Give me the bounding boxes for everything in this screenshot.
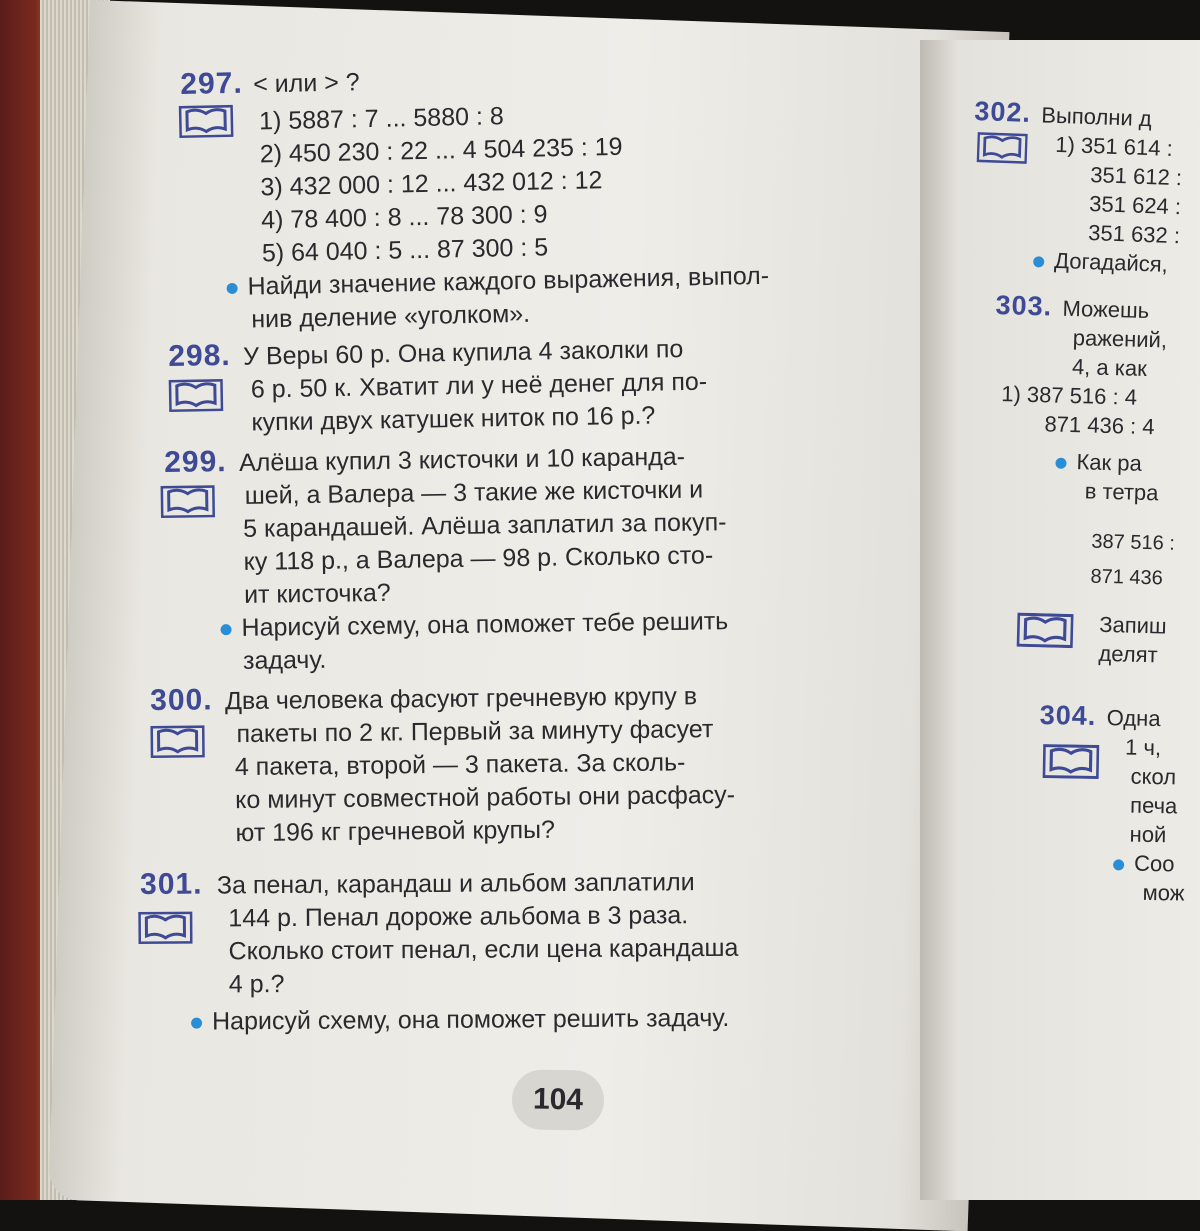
- problem-line: 5) 64 040 : 5 ... 87 300 : 5: [261, 233, 549, 268]
- problem-line: 1 ч,: [1124, 734, 1162, 761]
- problem-line: 871 436 : 4: [1044, 411, 1155, 440]
- book-icon: [161, 485, 215, 518]
- problem-line: ной: [1129, 821, 1167, 848]
- problem-line: 144 р. Пенал дороже альбома в 3 раза.: [228, 901, 689, 933]
- page-number: 104: [511, 1069, 604, 1131]
- problem-line: ко минут совместной работы они расфасу-: [235, 780, 736, 815]
- note-line: мож: [1142, 879, 1185, 906]
- note-line: Нарисуй схему, она поможет тебе решить: [220, 605, 728, 645]
- problem-number: 302.: [973, 96, 1032, 128]
- problem-line: Выполни д: [1040, 102, 1153, 132]
- problem-301: [140, 864, 739, 1039]
- problem-line: 871 436: [1090, 565, 1164, 590]
- problem-line: 4 пакета, второй — 3 пакета. За сколь-: [234, 748, 686, 782]
- problem-number: 303.: [995, 290, 1053, 322]
- problem-line: ражений,: [1072, 325, 1168, 353]
- book-icon: [977, 132, 1028, 164]
- bullet-icon: [1033, 256, 1044, 267]
- problem-line: ку 118 р., а Валера — 98 р. Сколько сто-: [243, 541, 714, 576]
- problem-302: [969, 96, 1185, 279]
- problem-line: Одна: [1106, 705, 1161, 732]
- problem-line: < или > ?: [252, 68, 360, 99]
- problem-line: 1) 5887 : 7 ... 5880 : 8: [258, 102, 504, 136]
- problem-299: [164, 438, 729, 679]
- bullet-icon: [227, 283, 238, 294]
- book-icon: [1017, 613, 1074, 648]
- book-icon: [1043, 744, 1100, 779]
- book-icon: [169, 379, 224, 412]
- problem-300: [150, 678, 736, 851]
- problem-line: 351 632 :: [1087, 220, 1181, 249]
- bullet-icon: [191, 1017, 202, 1028]
- problem-line: 1) 387 516 : 4: [1000, 381, 1138, 410]
- note-line: Соо: [1113, 848, 1185, 878]
- problem-line: 351 612 :: [1089, 162, 1183, 191]
- problem-line: 3) 432 000 : 12 ... 432 012 : 12: [260, 166, 603, 202]
- problem-line: За пенал, карандаш и альбом заплатили: [216, 868, 695, 900]
- problem-297: [180, 56, 770, 338]
- book-icon: [138, 912, 192, 944]
- note-line: Нарисуй схему, она поможет решить задачу.: [191, 1002, 739, 1039]
- note-line: Найди значение каждого выражения, выпол-: [226, 260, 769, 304]
- problem-line: 4, а как: [1071, 354, 1148, 381]
- problem-line: пакеты по 2 кг. Первый за минуту фасует: [236, 715, 714, 749]
- note-line: в тетра: [1084, 478, 1159, 506]
- note-line: Догадайся,: [1033, 245, 1180, 279]
- problem-line: 4) 78 400 : 8 ... 78 300 : 9: [260, 200, 548, 235]
- problem-line: ит кисточка?: [243, 578, 391, 609]
- problem-line: Алёша купил 3 кисточки и 10 каранда-: [238, 442, 686, 477]
- problem-line: делят: [1098, 640, 1159, 668]
- problem-line: печа: [1129, 792, 1178, 819]
- problem-number: 299.: [164, 445, 227, 479]
- problem-number: 301.: [140, 867, 203, 901]
- problem-number: 298.: [168, 338, 231, 373]
- problem-line: Сколько стоит пенал, если цена карандаша: [228, 933, 739, 966]
- problem-line: 1) 351 614 :: [1054, 131, 1174, 161]
- problem-line: 351 624 :: [1088, 191, 1182, 220]
- problem-303: [986, 290, 1181, 670]
- problem-298: [168, 331, 708, 441]
- bullet-icon: [220, 624, 231, 635]
- problem-line: Запиш: [1098, 611, 1167, 639]
- book-icon: [179, 105, 234, 138]
- note-line: задачу.: [242, 645, 327, 675]
- problem-line: 2) 450 230 : 22 ... 4 504 235 : 19: [259, 132, 623, 169]
- problem-line: 5 карандашей. Алёша заплатил за покуп-: [242, 508, 727, 543]
- problem-number: 304.: [1039, 700, 1097, 731]
- problem-line: 6 р. 50 к. Хватит ли у неё денег для по-: [250, 367, 708, 404]
- problem-304: [1036, 700, 1187, 908]
- book-icon: [150, 725, 204, 758]
- problem-line: купки двух катушек ниток по 16 р.?: [251, 401, 656, 437]
- note-line: Как ра: [1055, 447, 1177, 479]
- bullet-icon: [1055, 457, 1066, 468]
- problem-number: 300.: [150, 683, 213, 717]
- note-line: нив деление «уголком».: [250, 299, 531, 334]
- problem-line: У Веры 60 р. Она купила 4 заколки по: [242, 335, 684, 371]
- problem-line: скол: [1130, 763, 1177, 790]
- problem-line: 4 р.?: [228, 969, 285, 999]
- problem-number: 297.: [180, 66, 244, 101]
- problem-line: Можешь: [1062, 295, 1150, 324]
- problem-line: ют 196 кг гречневой крупы?: [235, 815, 556, 848]
- problem-line: 387 516 :: [1091, 530, 1176, 555]
- problem-line: шей, а Валера — 3 такие же кисточки и: [244, 475, 704, 510]
- bullet-icon: [1113, 859, 1124, 870]
- problem-line: Два человека фасуют гречневую крупу в: [224, 682, 698, 716]
